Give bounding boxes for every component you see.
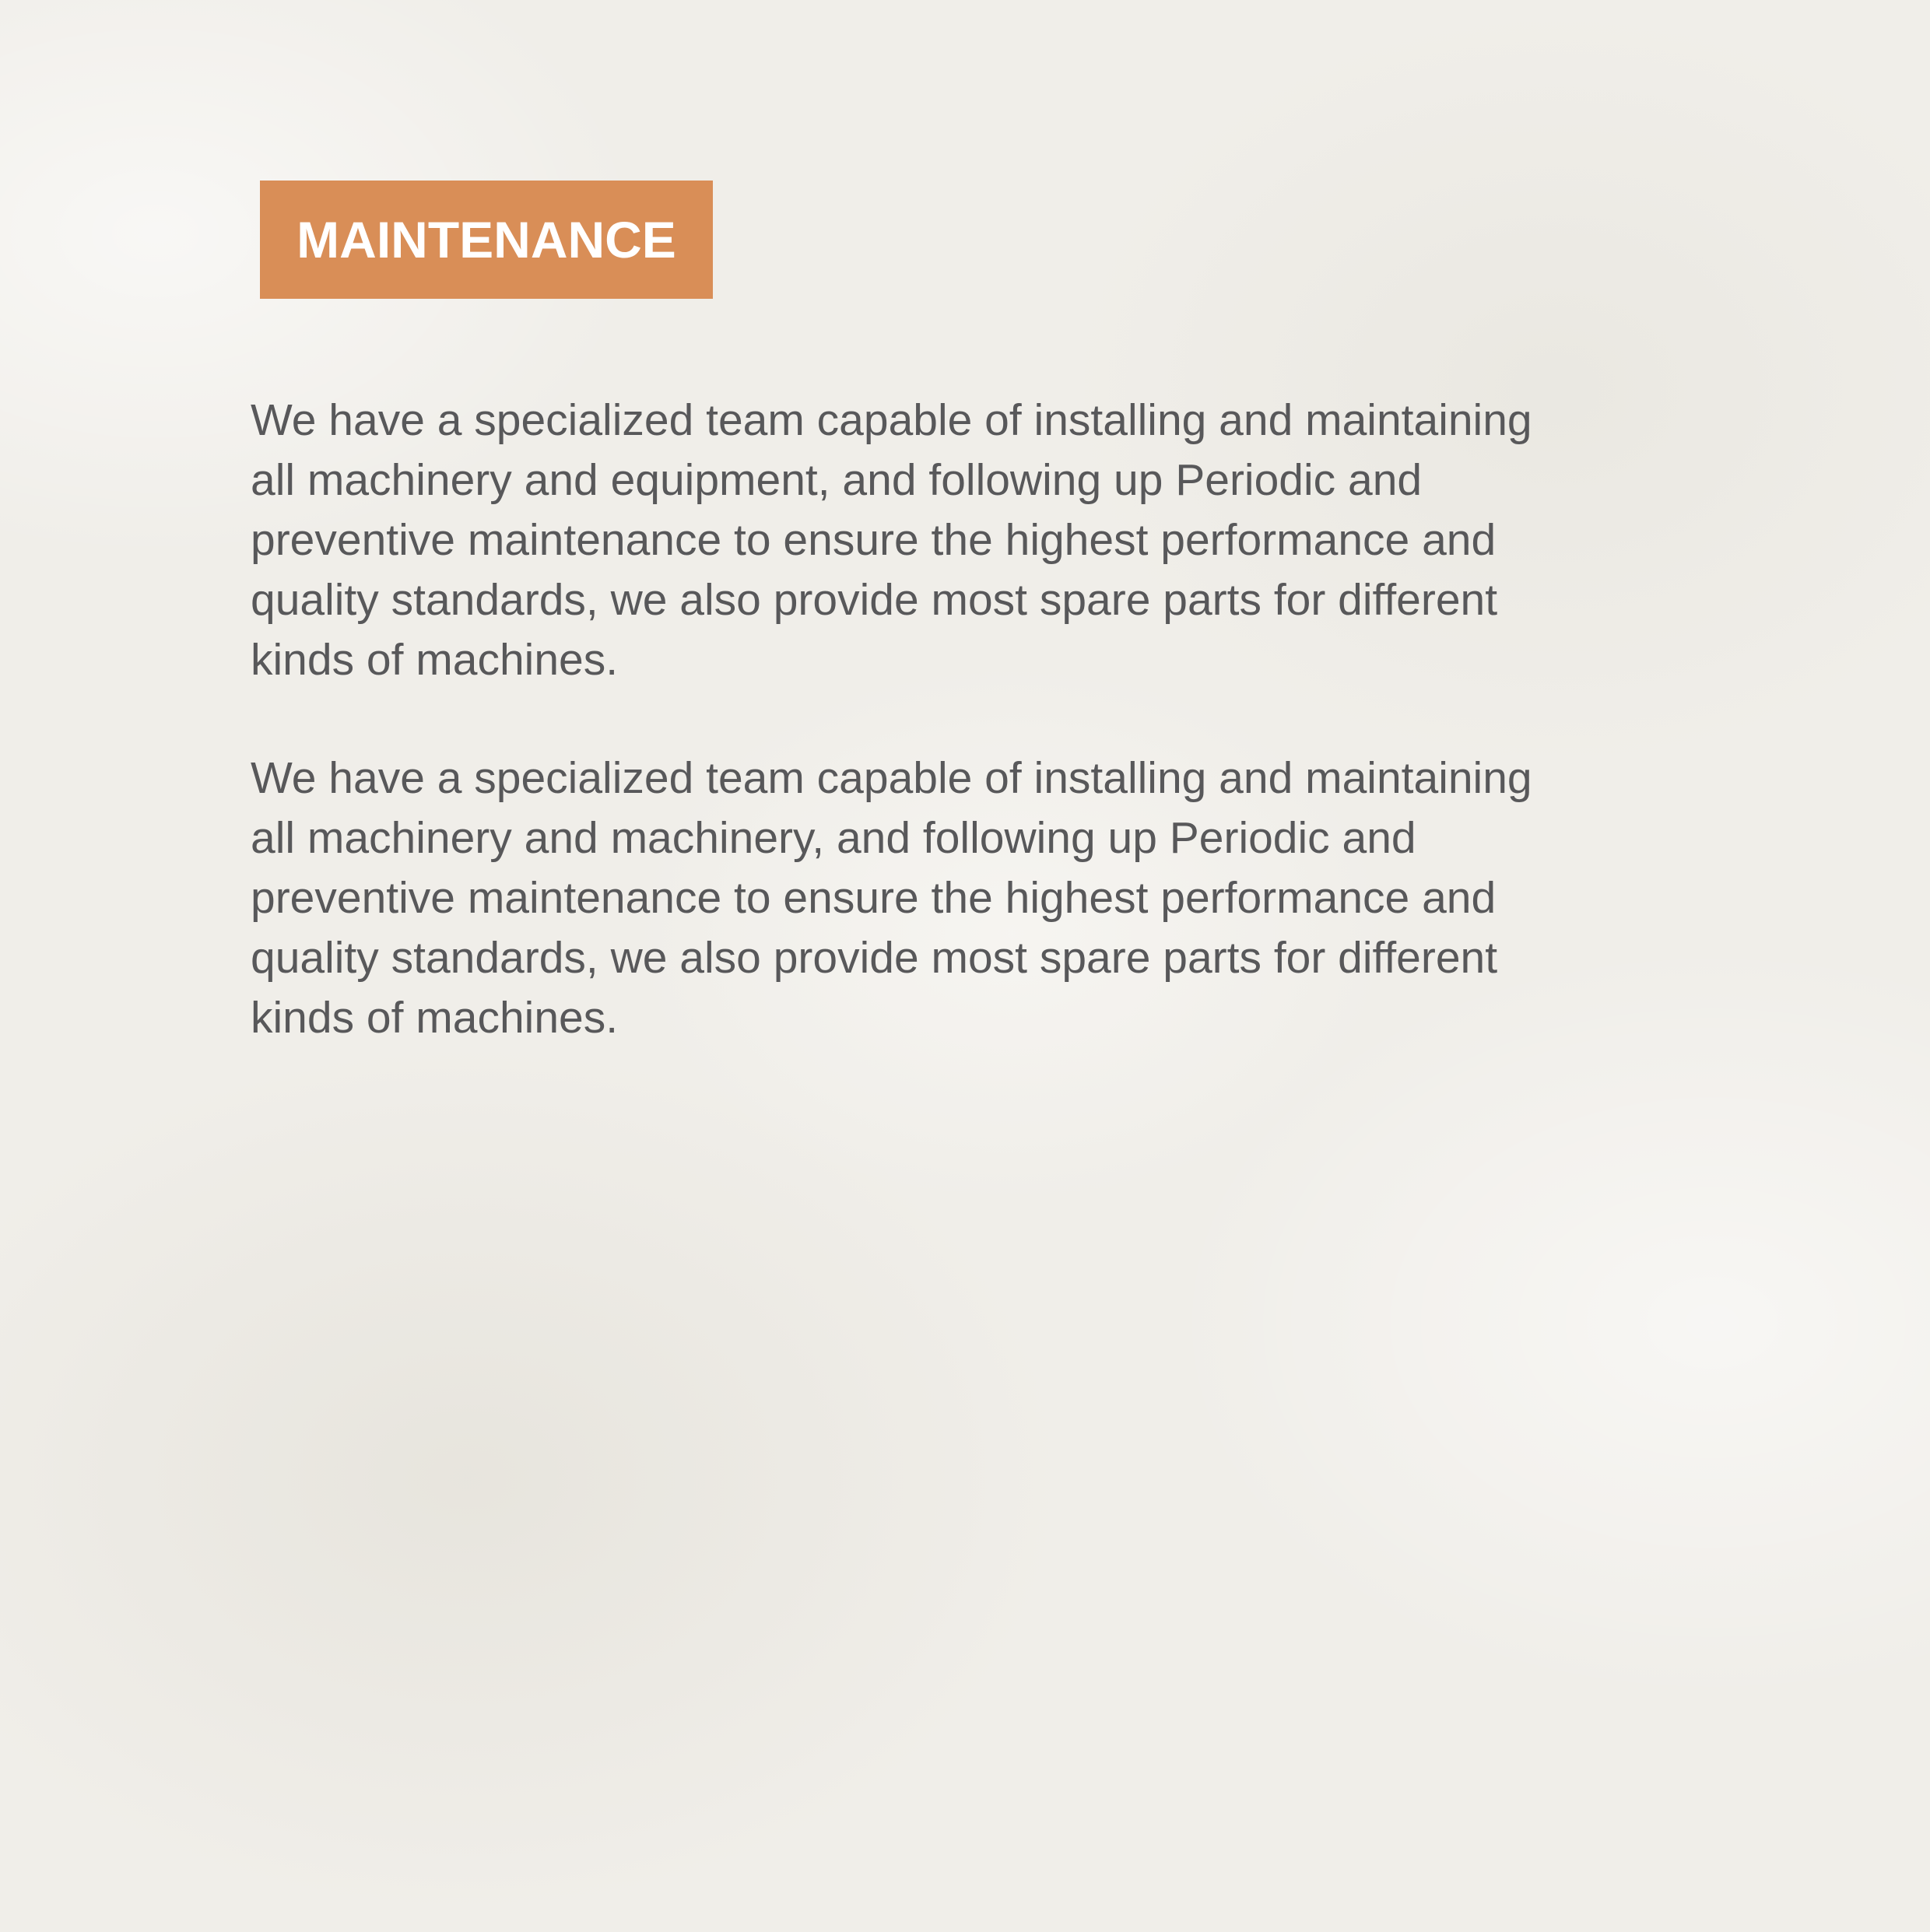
paragraph-1 [251,391,1667,690]
paragraph-line: We have a specialized team capable of installing and maintaining [251,395,1532,445]
paragraph-line: quality standards, we also provide most spare parts for different [251,933,1498,983]
paragraph-line: all machinery and machinery, and following up Periodic and [251,813,1416,863]
section-heading-badge [260,181,713,299]
paragraph-line: kinds of machines. [251,635,619,685]
paragraph-line: kinds of machines. [251,993,619,1043]
paragraph-line: preventive maintenance to ensure the highest performance and [251,515,1497,565]
paragraph-line: quality standards, we also provide most spare parts for different [251,575,1498,625]
paragraph-line: preventive maintenance to ensure the highest performance and [251,873,1497,923]
section-heading-title: MAINTENANCE [297,211,676,268]
paragraph-2 [251,749,1667,1048]
paragraph-line: all machinery and equipment, and following up Periodic and [251,455,1423,505]
paragraph-line: We have a specialized team capable of installing and maintaining [251,753,1532,803]
